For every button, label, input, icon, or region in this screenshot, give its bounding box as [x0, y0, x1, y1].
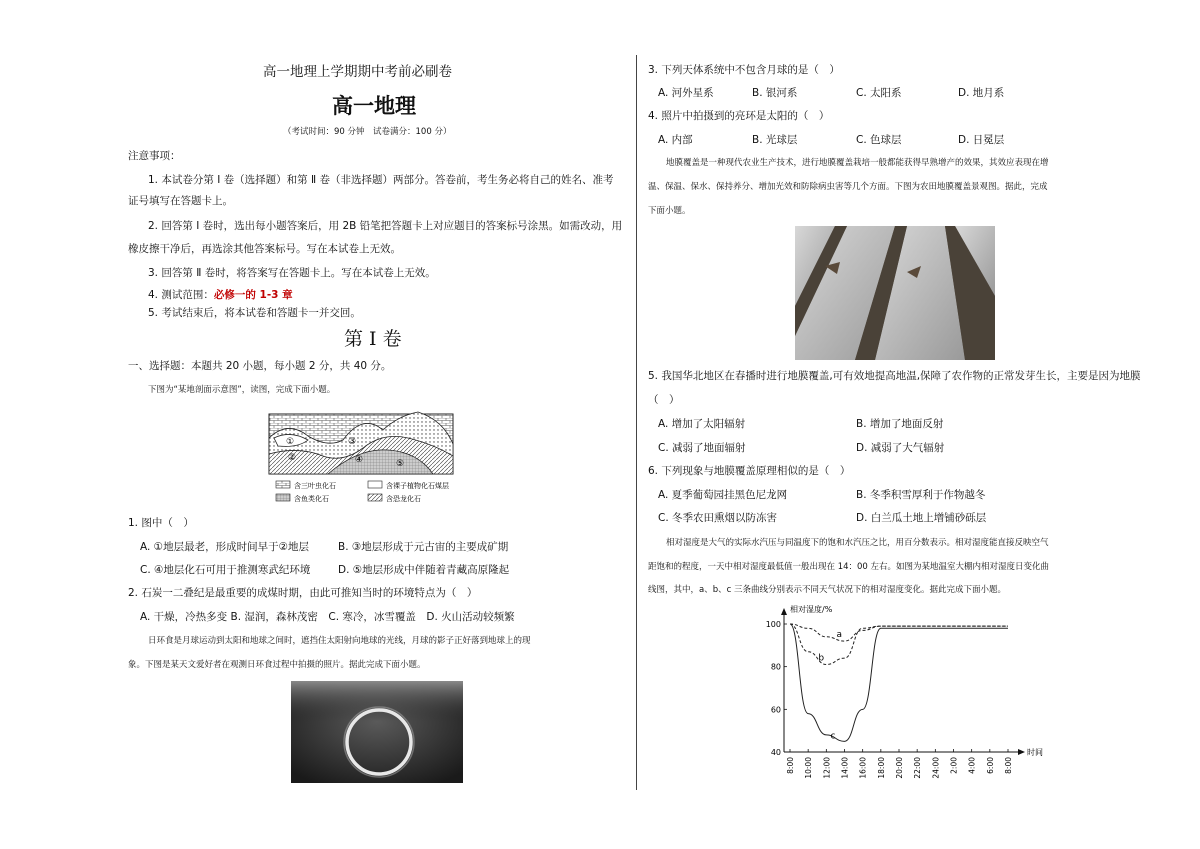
- q1-option-d: D. ⑤地层形成中伴随着青藏高原隆起: [338, 564, 510, 576]
- humidity-paragraph-b: 距饱和的程度，一天中相对湿度最低值一般出现在 14：00 左右。如图为某地温室大棚内相对湿度日变化曲: [648, 562, 1050, 572]
- q5-option-a: A. 增加了太阳辐射: [658, 418, 746, 430]
- series-label-a: a: [836, 630, 843, 641]
- series-line-c: [790, 624, 1008, 741]
- q3-option-c: C. 太阳系: [856, 87, 902, 99]
- q1-stem: 1. 图中（ ）: [128, 517, 194, 529]
- x-tick-label: 18:00: [876, 757, 886, 779]
- column-divider: [636, 55, 637, 790]
- legend-gymnosperm: 含裸子植物化石煤层: [386, 482, 449, 490]
- section-title: 第 Ⅰ 卷: [344, 328, 402, 350]
- eclipse-photo: [291, 681, 463, 783]
- notice-title: 注意事项：: [128, 150, 181, 162]
- x-tick-label: 20:00: [895, 757, 904, 779]
- mulch-paragraph-c: 下面小题。: [648, 206, 691, 216]
- q4-option-a: A. 内部: [658, 134, 693, 146]
- exam-header: 高一地理上学期期中考前必刷卷: [263, 64, 452, 80]
- mulch-paragraph-a: 地膜覆盖是一种现代农业生产技术，进行地膜覆盖栽培一般都能获得早熟增产的效果，其效应表现在增: [666, 158, 1049, 168]
- notice-2a: 2. 回答第 Ⅰ 卷时，选出每小题答案后，用 2B 铅笔把答题卡上对应题目的答案标号涂黑。如需改动，用: [148, 220, 623, 232]
- q6-option-b: B. 冬季积雪厚利于作物越冬: [856, 489, 986, 501]
- figure1-intro: 下图为“某地剖面示意图”，读图，完成下面小题。: [148, 385, 336, 395]
- x-tick-label: 6:00: [985, 757, 995, 774]
- eclipse-paragraph-b: 象。下图是某天文爱好者在观测日环食过程中拍摄的照片。据此完成下面小题。: [128, 660, 426, 670]
- y-axis-label: 相对湿度/%: [790, 605, 833, 614]
- notice-1b: 证号填写在答题卡上。: [128, 195, 233, 207]
- x-tick-label: 4:00: [967, 757, 977, 774]
- x-tick-label: 14:00: [840, 757, 850, 779]
- choice-intro: 一、选择题：本题共 20 小题，每小题 2 分，共 40 分。: [128, 360, 392, 372]
- q6-option-d: D. 白兰瓜土地上增铺砂砾层: [856, 512, 987, 524]
- layer-5-label: ⑤: [396, 459, 405, 469]
- notice-2b: 橡皮擦干净后，再选涂其他答案标号。写在本试卷上无效。: [128, 243, 401, 255]
- q4-option-b: B. 光球层: [752, 134, 798, 146]
- x-tick-label: 8:00: [1004, 757, 1013, 774]
- q1-option-c: C. ④地层化石可用于推测寒武纪环境: [140, 564, 311, 576]
- humidity-chart: [756, 602, 1046, 782]
- cross-section-figure: [268, 408, 458, 506]
- q6-stem: 6. 下列现象与地膜覆盖原理相似的是（ ）: [648, 465, 851, 477]
- layer-1-label: ①: [286, 437, 295, 447]
- test-scope: 必修一的 1-3 章: [213, 289, 293, 301]
- legend-trilobite: 含三叶虫化石: [294, 482, 336, 490]
- q2-options: A. 干燥，冷热多变 B. 湿润，森林茂密 C. 寒冷，冰雪覆盖 D. 火山活动较频繁: [140, 611, 515, 623]
- layer-2-label: ②: [288, 453, 297, 463]
- notice-3: 3. 回答第 Ⅱ 卷时，将答案写在答题卡上。写在本试卷上无效。: [148, 267, 436, 279]
- x-tick-label: 2:00: [949, 757, 959, 774]
- x-tick-label: 10:00: [804, 757, 814, 779]
- q2-stem: 2. 石炭一二叠纪是最重要的成煤时期，由此可推知当时的环境特点为（ ）: [128, 587, 478, 599]
- humidity-paragraph-a: 相对湿度是大气的实际水汽压与同温度下的饱和水汽压之比，用百分数表示。相对湿度能直接反映空气: [666, 538, 1049, 548]
- mulch-field-photo: [795, 226, 995, 360]
- x-axis-arrow: [1018, 749, 1025, 755]
- q1-option-a: A. ①地层最老，形成时间早于②地层: [140, 541, 309, 553]
- x-tick-label: 22:00: [913, 757, 923, 779]
- notice-1a: 1. 本试卷分第 Ⅰ 卷（选择题）和第 Ⅱ 卷（非选择题）两部分。答卷前，考生务必将自己的姓名、准考: [148, 174, 614, 186]
- q1-option-b: B. ③地层形成于元古宙的主要成矿期: [338, 541, 509, 553]
- x-tick-label: 12:00: [822, 757, 832, 779]
- q3-stem: 3. 下列天体系统中不包含月球的是（ ）: [648, 64, 840, 76]
- notice-4: [148, 289, 293, 302]
- q5-option-c: C. 减弱了地面辐射: [658, 442, 746, 454]
- x-tick-label: 16:00: [858, 757, 868, 779]
- layer-4-label: ④: [355, 455, 364, 465]
- q6-option-c: C. 冬季农田熏烟以防冻害: [658, 512, 778, 524]
- x-tick-label: 8:00: [786, 757, 795, 774]
- y-tick-label: 60: [770, 705, 781, 715]
- layer-3-label: ③: [348, 437, 357, 447]
- q5-stem-b: （ ）: [648, 394, 680, 406]
- exam-info: （考试时间：90 分钟 试卷满分：100 分）: [283, 127, 452, 137]
- q5-option-b: B. 增加了地面反射: [856, 418, 944, 430]
- y-tick-label: 100: [765, 620, 781, 629]
- q5-option-d: D. 减弱了大气辐射: [856, 442, 945, 454]
- eclipse-paragraph-a: 日环食是月球运动到太阳和地球之间时，遮挡住太阳射向地球的光线，月球的影子正好落到地球上的现: [148, 636, 531, 646]
- q4-option-d: D. 日冕层: [958, 134, 1005, 146]
- series-label-b: b: [818, 653, 825, 664]
- notice-5: 5. 考试结束后，将本试卷和答题卡一并交回。: [148, 307, 361, 319]
- y-axis-arrow: [781, 608, 787, 615]
- legend-fish: 含鱼类化石: [294, 495, 329, 503]
- q5-stem-a: 5. 我国华北地区在春播时进行地膜覆盖,可有效地提高地温,保障了农作物的正常发芽生长，主要是因为地膜: [648, 370, 1141, 382]
- humidity-paragraph-c: 线图，其中，a、b、c 三条曲线分别表示不同天气状况下的相对湿度变化。据此完成下面小题。: [648, 585, 1006, 595]
- mulch-paragraph-b: 温、保温、保水、保持养分、增加光效和防除病虫害等几个方面。下图为农田地膜覆盖景观图。据此，完成: [648, 182, 1048, 192]
- q3-option-a: A. 河外星系: [658, 87, 714, 99]
- q4-stem: 4. 照片中拍摄到的亮环是太阳的（ ）: [648, 110, 830, 122]
- series-label-c: c: [830, 731, 836, 742]
- page-title: 高一地理: [332, 93, 416, 118]
- q6-option-a: A. 夏季葡萄园挂黑色尼龙网: [658, 489, 788, 501]
- q3-option-b: B. 银河系: [752, 87, 798, 99]
- legend-dinosaur: 含恐龙化石: [386, 495, 421, 503]
- q4-option-c: C. 色球层: [856, 134, 902, 146]
- notice-4-label: 4. 测试范围：: [148, 289, 214, 301]
- q3-option-d: D. 地月系: [958, 87, 1005, 99]
- y-tick-label: 40: [770, 748, 781, 757]
- x-tick-label: 24:00: [931, 757, 941, 779]
- y-tick-label: 80: [770, 662, 781, 672]
- x-axis-label: 时间: [1027, 748, 1043, 757]
